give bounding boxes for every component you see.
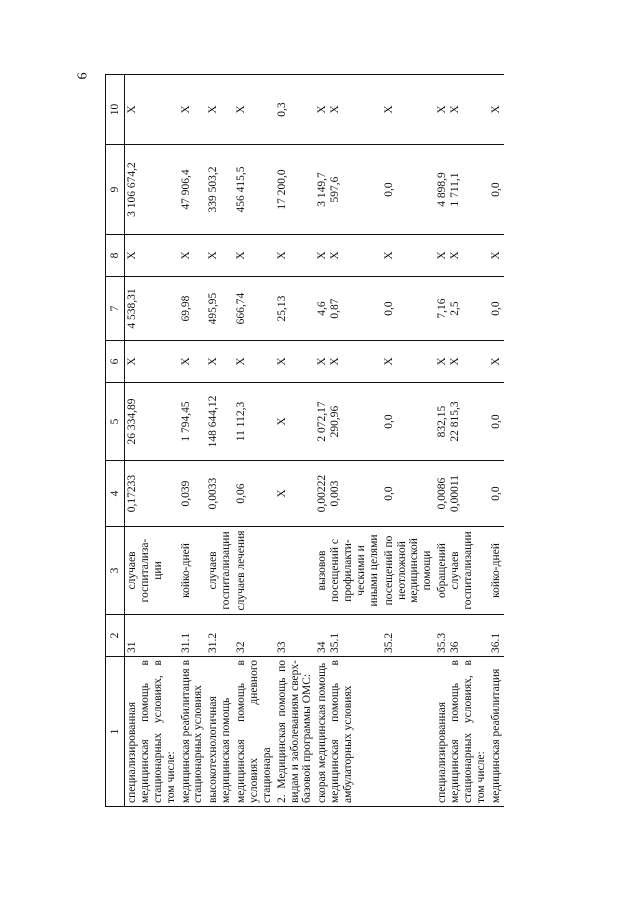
table-cell-unit: случаев лечения [234,527,275,615]
table-cell-c6: X X [435,341,489,383]
table-row [275,75,316,807]
table-cell-c5: 832,15 22 815,3 [435,383,489,461]
table-cell-c9: 456 415,5 [234,145,275,235]
table-cell-c10: X [489,75,504,145]
table-cell-name: 2. Медицинская помощь по видам и заболеваниям сверх-базовой программы ОМС: [275,657,316,807]
header-cell: 3 [106,527,125,615]
table-cell-c10: X X [315,75,381,145]
table-row [489,75,504,807]
table-cell-c7: 25,13 [275,277,316,341]
table-cell-c4: 0,0 [489,461,504,527]
table-cell-c5: 11 112,3 [234,383,275,461]
table-cell-unit: обращений случаев госпитализации [435,527,489,615]
header-cell: 1 [106,657,125,807]
table-cell-c8: X [234,235,275,277]
table-cell-c6: X [275,341,316,383]
header-cell: 6 [106,341,125,383]
table-cell-c7: 0,0 [382,277,436,341]
table-cell-c4: 0,039 [179,461,207,527]
header-cell: 2 [106,615,125,657]
table-cell-c5: 148 644,12 [206,383,234,461]
table-row [315,75,381,807]
table-cell-c5: X [275,383,316,461]
table-cell-c4: 0,00222 0,003 [315,461,381,527]
table-cell-c6: X [125,341,179,383]
header-cell: 7 [106,277,125,341]
table-cell-c6: X [489,341,504,383]
table-cell-c10: X [382,75,436,145]
table-cell-c9: 47 906,4 [179,145,207,235]
table-cell-c8: X [489,235,504,277]
header-cell: 10 [106,75,125,145]
table-cell-code: 31 [125,615,179,657]
table-cell-c8: X X [315,235,381,277]
table-cell-c4: 0,0033 [206,461,234,527]
table-cell-c4: 0,17233 [125,461,179,527]
table-row [234,75,275,807]
table-cell-c8: X [275,235,316,277]
table-cell-code: 34 35.1 [315,615,381,657]
table-cell-c4: X [275,461,316,527]
table-cell-c6: X X [315,341,381,383]
table-cell-c7: 4,6 0,87 [315,277,381,341]
header-cell: 9 [106,145,125,235]
data-table [105,75,515,807]
table-cell-code: 35.2 [382,615,436,657]
table-cell-c9: 4 898,9 1 711,1 [435,145,489,235]
table-cell-c6: X [206,341,234,383]
table-cell-code: 31.2 [206,615,234,657]
table-cell-c9: 0,0 [382,145,436,235]
table-row [382,75,436,807]
table-cell-c5: 2 072,17 290,96 [315,383,381,461]
table-cell-code: 35.3 36 [435,615,489,657]
table-cell-c8: X [382,235,436,277]
table-cell-c5: 0,0 [489,383,504,461]
table-cell-c9: 3 149,7 597,6 [315,145,381,235]
table-row [206,75,234,807]
table-cell-c4: 0,06 [234,461,275,527]
table-cell-name: медицинская помощь в условиях дневного стационара [234,657,275,807]
table-cell-c4: 0,0 [382,461,436,527]
table-cell-c10: 0,3 [275,75,316,145]
table-cell-unit: случаев госпитализации [206,527,234,615]
table-cell-code: 33 [275,615,316,657]
table-cell-c6: X [382,341,436,383]
table-cell-name: медицинская реабилитация [489,657,504,807]
table-cell-code: 36.1 [489,615,504,657]
header-cell: 8 [106,235,125,277]
table-cell-c4: 0,0086 0,00011 [435,461,489,527]
table-cell-c9: 17 200,0 [275,145,316,235]
table-cell-name: специализированная медицинская помощь в стационарных условиях, в том числе: [435,657,489,807]
table-cell-unit: посещений по неотложной медицинской помощи [382,527,436,615]
table-cell-code: 32 [234,615,275,657]
table-cell-c10: X [206,75,234,145]
header-cell: 5 [106,383,125,461]
table-cell-unit: койко-дней [179,527,207,615]
table-cell-c9: 3 106 674,2 [125,145,179,235]
table-cell-c7: 69,98 [179,277,207,341]
table-cell-name: высокотехнологичная медицинская помощь [206,657,234,807]
table-row [435,75,489,807]
table-cell-c6: X [179,341,207,383]
table-cell-c5: 1 794,45 [179,383,207,461]
table-cell-c9: 0,0 [489,145,504,235]
table-row [125,75,179,807]
table-cell-c8: X [206,235,234,277]
table-cell-unit: вызовов посещений с профилакти-ческими и иными целями [315,527,381,615]
table-cell-name [382,657,436,807]
table-cell-name: специализированная медицинская помощь в стационарных условиях, в том числе: [125,657,179,807]
table-cell-c5: 0,0 [382,383,436,461]
page-number: 6 [75,72,91,80]
table-cell-unit [275,527,316,615]
table-cell-c7: 495,95 [206,277,234,341]
table-cell-c10: X [179,75,207,145]
header-row [106,75,125,807]
table-cell-c9: 339 503,2 [206,145,234,235]
table-row [179,75,207,807]
table-cell-unit: койко-дней [489,527,504,615]
table-cell-name: скорая медицинская помощь медицинская помощь в амбулаторных условиях [315,657,381,807]
table-cell-code: 31.1 [179,615,207,657]
header-cell: 4 [106,461,125,527]
table-cell-c7: 666,74 [234,277,275,341]
table-cell-c6: X [234,341,275,383]
table-cell-name: медицинская реабилитация в стационарных условиях [179,657,207,807]
table-cell-c8: X X [435,235,489,277]
table-cell-c10: X [234,75,275,145]
table-cell-c8: X [125,235,179,277]
table-cell-c5: 26 334,89 [125,383,179,461]
table-cell-c7: 4 538,31 [125,277,179,341]
table-cell-c8: X [179,235,207,277]
table-cell-c10: X [125,75,179,145]
table-cell-unit: случаев госпитализа-ции [125,527,179,615]
table-cell-c10: X X [435,75,489,145]
table-cell-c7: 0,0 [489,277,504,341]
table-cell-c7: 7,16 2,5 [435,277,489,341]
